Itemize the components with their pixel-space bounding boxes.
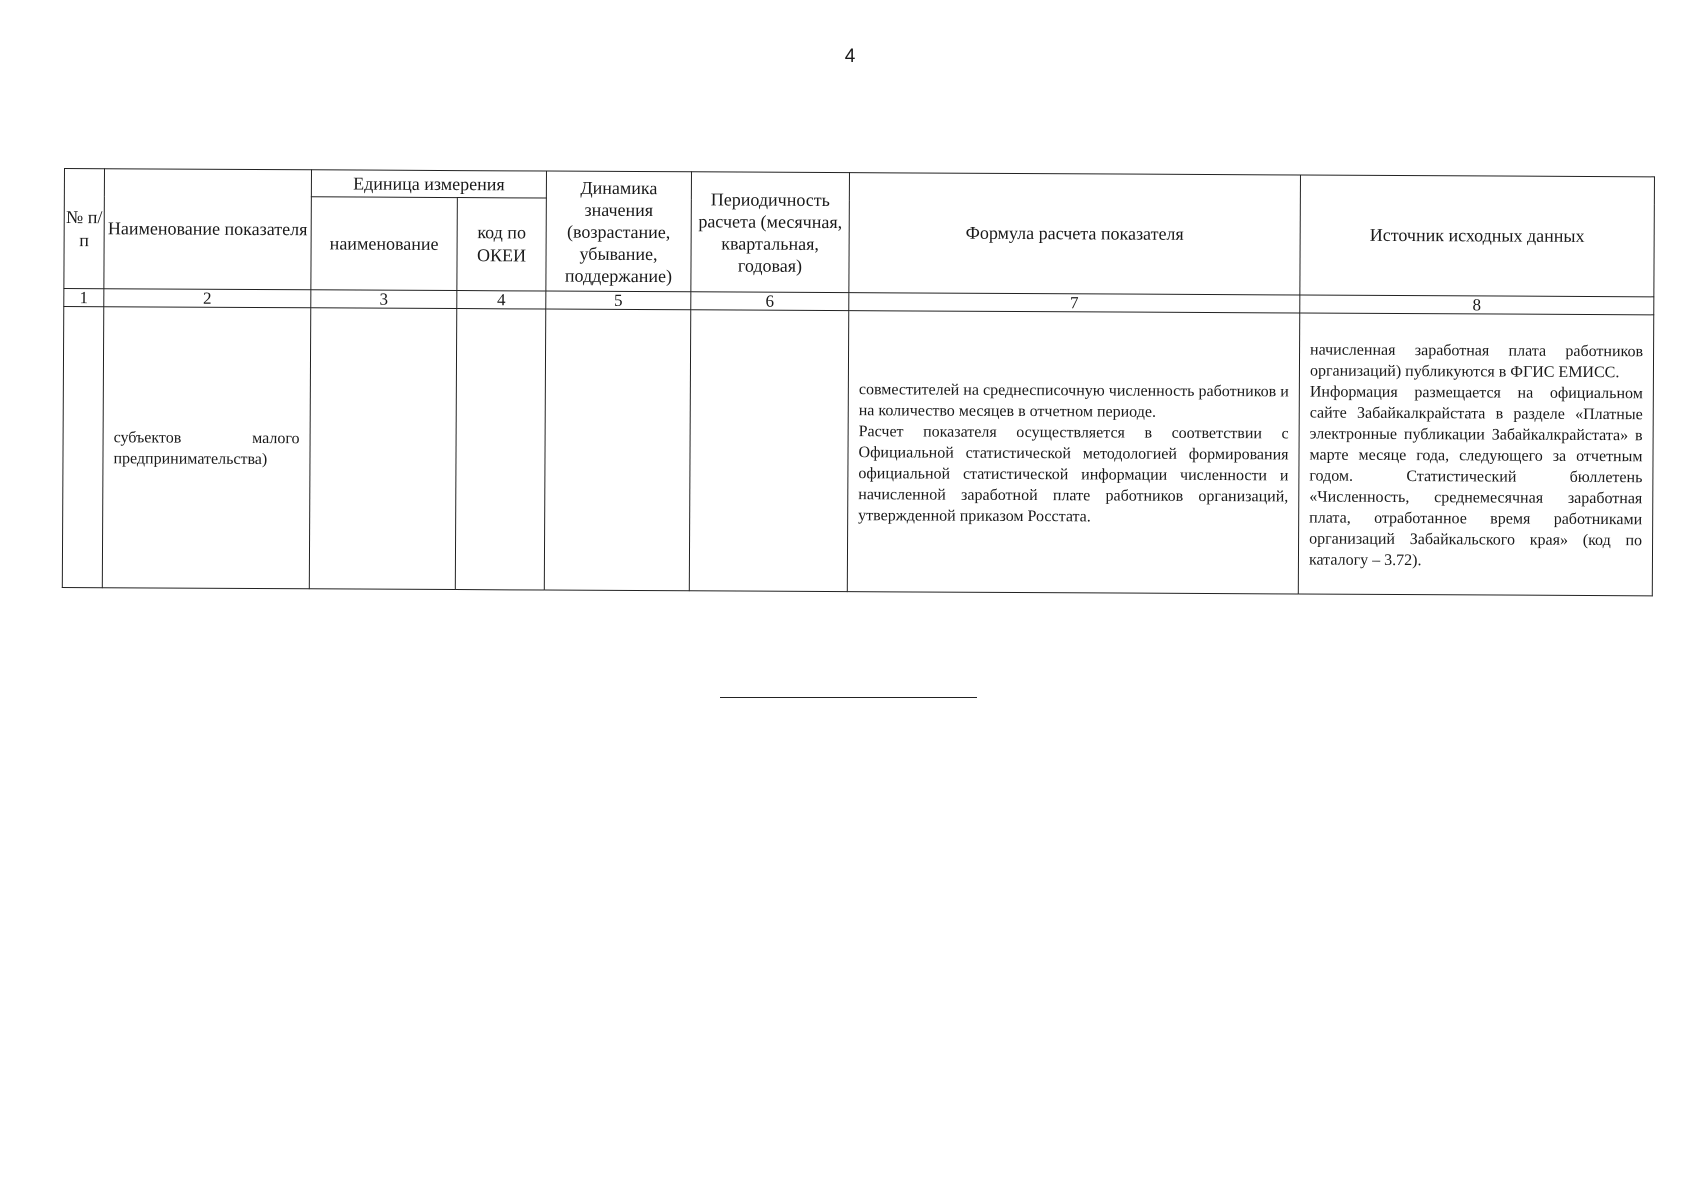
cell-name xyxy=(102,307,310,589)
column-number: 4 xyxy=(457,291,546,309)
cell-formula-text: совместителей на среднесписочную численность работников и на количество месяцев в отчетном периоде. Расчет показателя осуществляется в соответствии с Официальной статистической методологией формирования официальной статистической информации численности и начисленной заработной плате работников организаций, утвержденной приказом Росстата. xyxy=(858,380,1289,525)
cell-source xyxy=(1298,313,1653,596)
header-unit-name: наименование xyxy=(311,197,457,291)
cell-dynamics xyxy=(544,309,690,591)
page-number: 4 xyxy=(844,46,856,67)
column-number: 5 xyxy=(546,291,691,310)
header-unit-code: код по ОКЕИ xyxy=(457,198,547,291)
column-number: 2 xyxy=(104,289,311,308)
column-number: 6 xyxy=(691,292,849,311)
cell-num-text xyxy=(64,446,103,448)
header-num: № п/п xyxy=(64,169,105,289)
cell-unit-name xyxy=(309,308,456,590)
cell-unit-name-text xyxy=(311,447,456,450)
cell-unit-code xyxy=(455,309,545,590)
cell-formula xyxy=(847,311,1299,594)
column-number: 8 xyxy=(1300,295,1654,315)
column-number: 7 xyxy=(849,293,1300,313)
header-name: Наименование показателя xyxy=(104,169,312,290)
header-source: Источник исходных данных xyxy=(1300,175,1655,297)
cell-name-text: субъектов малого предпринимательства) xyxy=(113,429,300,469)
header-periodicity: Периодичность расчета (месячная, квартальная, годовая) xyxy=(691,172,850,293)
table-row xyxy=(62,307,1653,596)
cell-periodicity xyxy=(689,310,848,592)
header-row-1 xyxy=(64,169,1654,204)
column-number: 1 xyxy=(64,289,104,307)
header-formula: Формула расчета показателя xyxy=(849,173,1301,295)
header-dynamics: Динамика значения (возрастание, убывание, поддержание) xyxy=(546,171,692,292)
closing-line xyxy=(720,697,977,698)
indicator-table xyxy=(62,168,1655,596)
cell-dynamics-text xyxy=(546,449,690,452)
header-unit: Единица измерения xyxy=(311,170,546,198)
cell-source-text: начисленная заработная плата работников организаций) публикуются в ФГИС ЕМИСС. Информация размещается на официальном сайте Забайкалкрайстата в разделе «Платные электронные публикации Забайкалкрайстата» в марте месяце года, следующего за отчетным годом. Статистический бюллетень «Численность, среднемесячная заработная плата, отработанное время работниками организаций Забайкальского края» (код по каталогу – 3.72). xyxy=(1308,341,1644,569)
cell-unit-code-text xyxy=(457,448,545,450)
cell-periodicity-text xyxy=(691,449,848,452)
cell-num xyxy=(62,307,103,588)
column-number: 3 xyxy=(311,290,457,309)
